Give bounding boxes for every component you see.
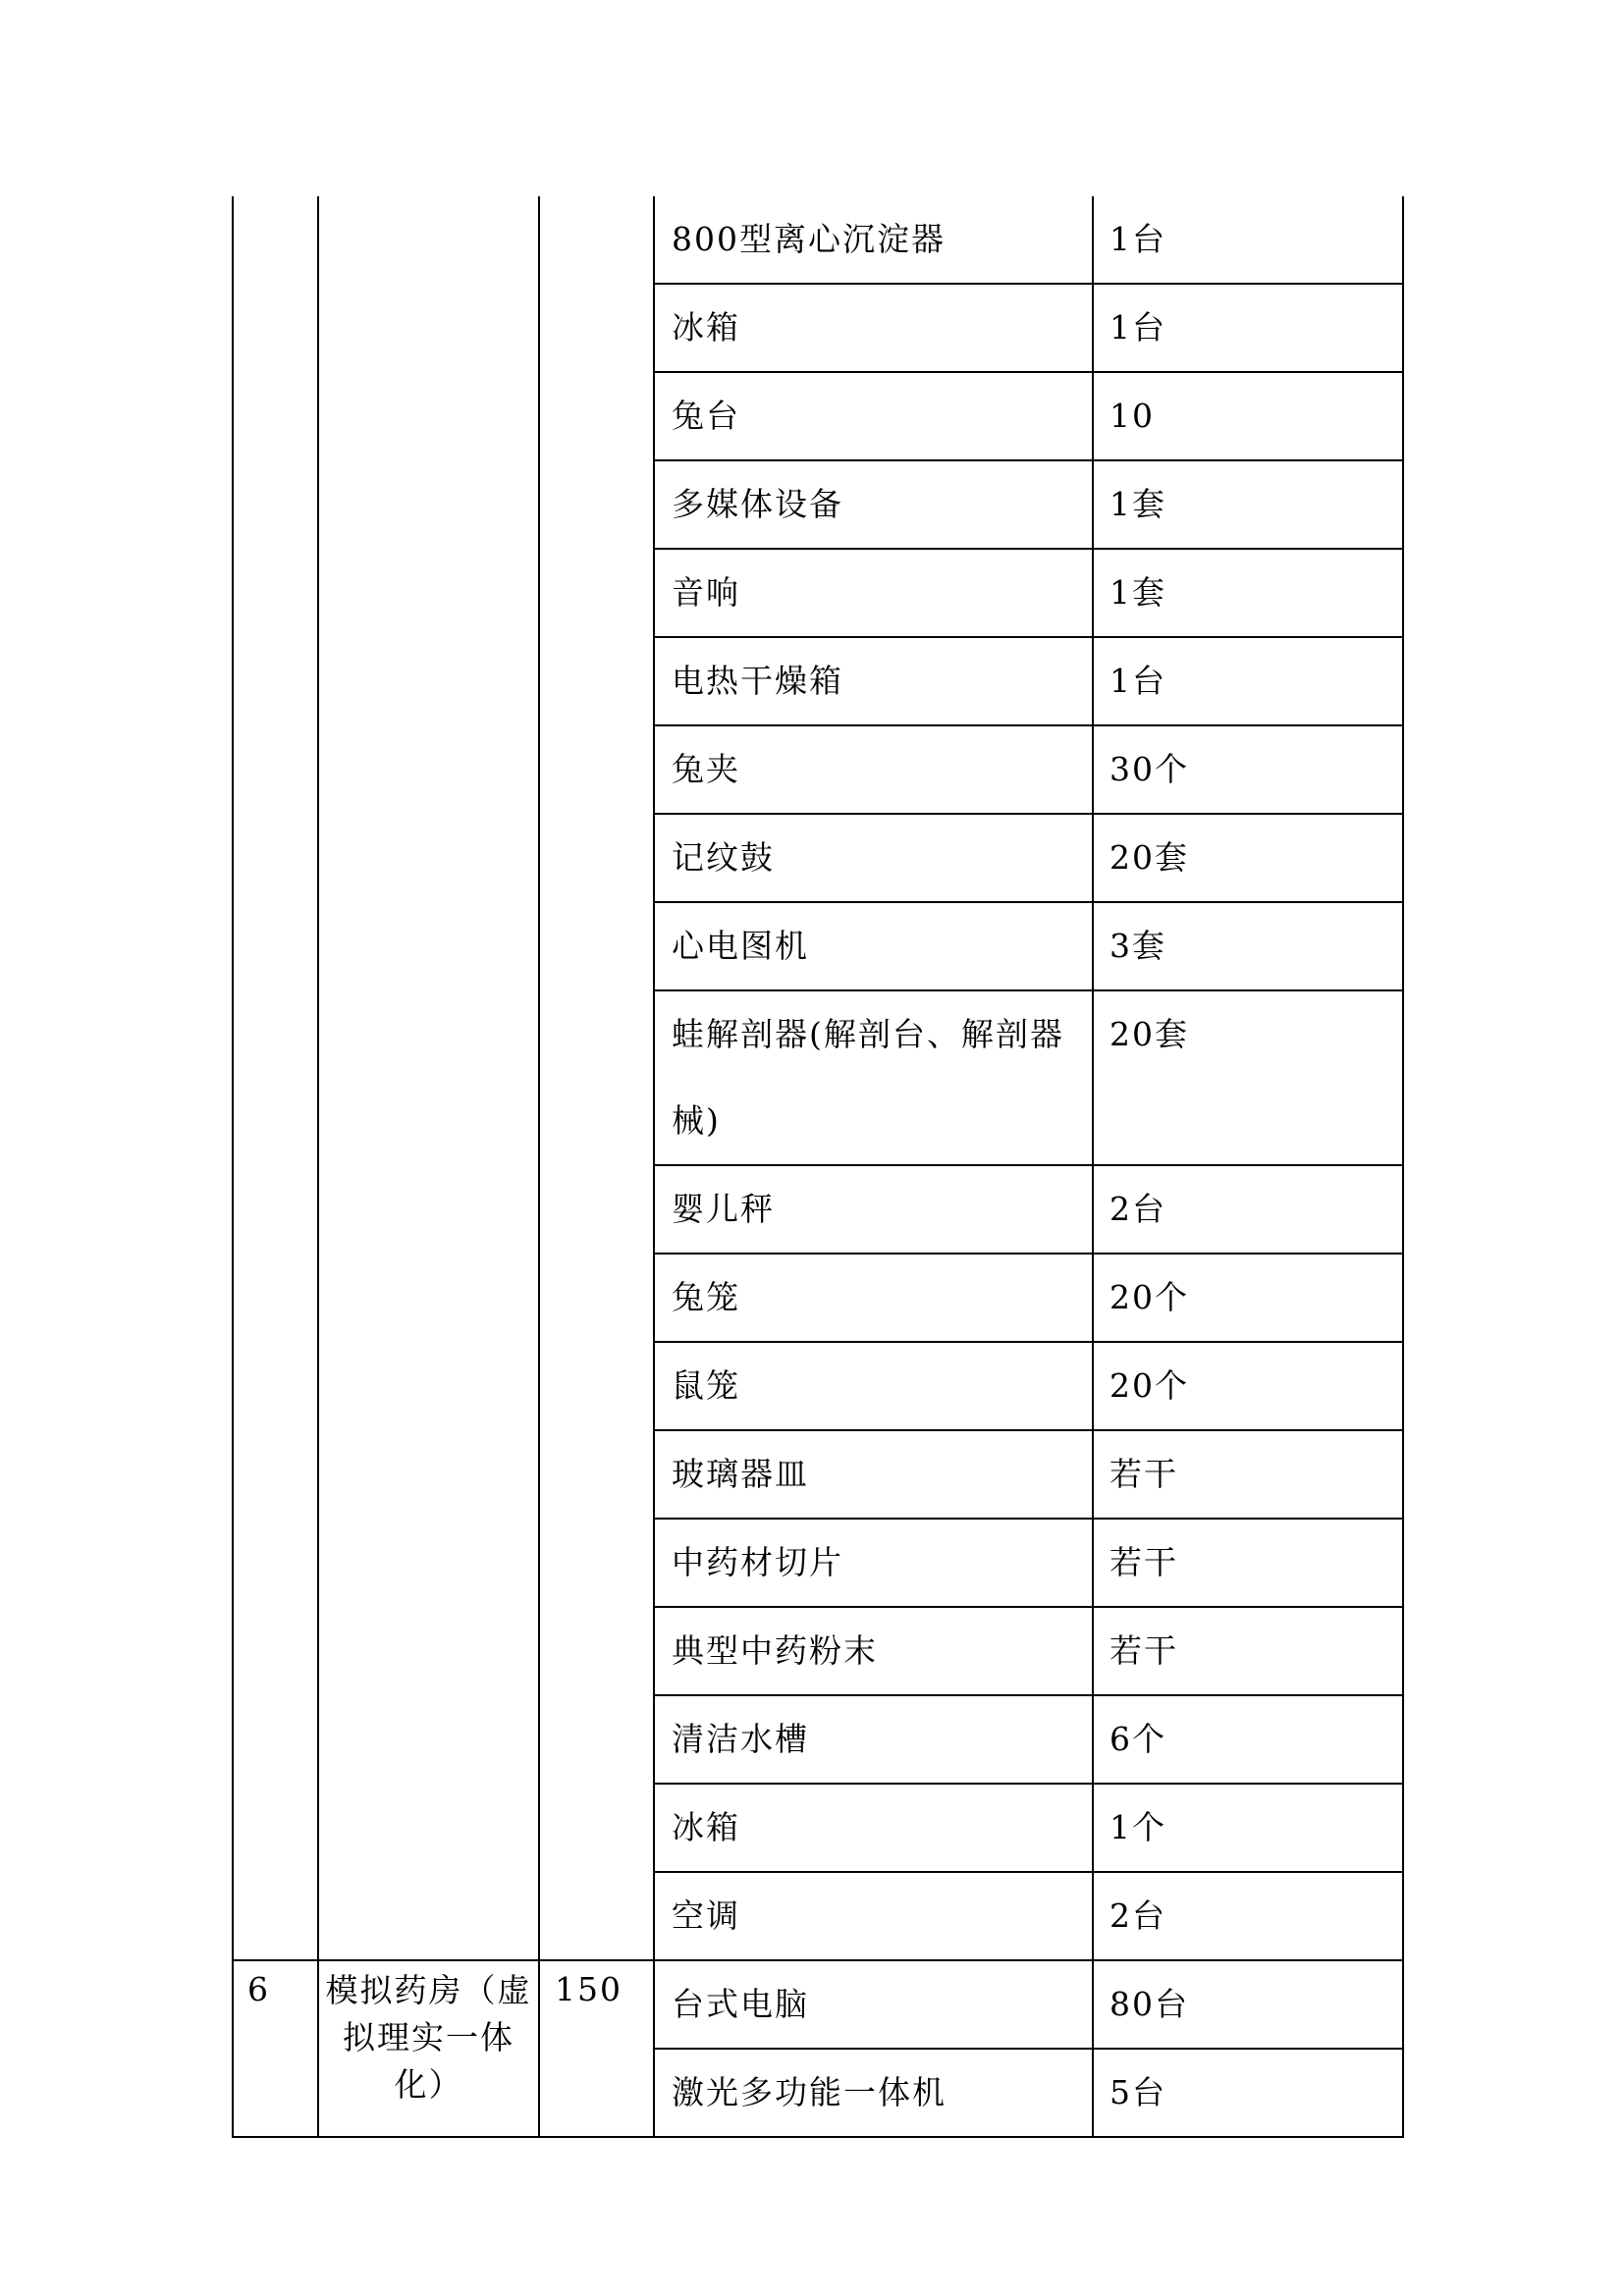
equipment-name: 800型离心沉淀器 bbox=[654, 196, 1093, 284]
equipment-qty: 30个 bbox=[1093, 725, 1403, 814]
room-area: 150 bbox=[539, 1960, 654, 2137]
equipment-name: 激光多功能一体机 bbox=[654, 2049, 1093, 2137]
equipment-name: 典型中药粉末 bbox=[654, 1607, 1093, 1695]
equipment-name: 心电图机 bbox=[654, 902, 1093, 990]
equipment-qty: 20套 bbox=[1093, 990, 1403, 1165]
equipment-qty: 80台 bbox=[1093, 1960, 1403, 2049]
table-row bbox=[233, 196, 1403, 284]
equipment-name: 空调 bbox=[654, 1872, 1093, 1960]
room-cell-continued bbox=[318, 196, 539, 1960]
equipment-qty: 1台 bbox=[1093, 637, 1403, 725]
equipment-qty: 1个 bbox=[1093, 1784, 1403, 1872]
equipment-name: 电热干燥箱 bbox=[654, 637, 1093, 725]
equipment-qty: 20套 bbox=[1093, 814, 1403, 902]
equipment-qty: 1台 bbox=[1093, 196, 1403, 284]
equipment-qty: 1台 bbox=[1093, 284, 1403, 372]
equipment-qty: 6个 bbox=[1093, 1695, 1403, 1784]
equipment-name: 冰箱 bbox=[654, 1784, 1093, 1872]
table-row bbox=[233, 1960, 1403, 2049]
equipment-qty: 1套 bbox=[1093, 549, 1403, 637]
room-name: 模拟药房（虚拟理实一体化） bbox=[318, 1960, 539, 2137]
equipment-name: 多媒体设备 bbox=[654, 460, 1093, 549]
equipment-name: 记纹鼓 bbox=[654, 814, 1093, 902]
equipment-name: 冰箱 bbox=[654, 284, 1093, 372]
equipment-qty: 若干 bbox=[1093, 1519, 1403, 1607]
area-cell-continued bbox=[539, 196, 654, 1960]
equipment-qty: 20个 bbox=[1093, 1254, 1403, 1342]
group-index: 6 bbox=[233, 1960, 318, 2137]
equipment-qty: 若干 bbox=[1093, 1430, 1403, 1519]
equipment-qty: 10 bbox=[1093, 372, 1403, 460]
equipment-qty: 2台 bbox=[1093, 1872, 1403, 1960]
equipment-name: 婴儿秤 bbox=[654, 1165, 1093, 1254]
equipment-qty: 3套 bbox=[1093, 902, 1403, 990]
equipment-name: 中药材切片 bbox=[654, 1519, 1093, 1607]
equipment-name: 蛙解剖器(解剖台、解剖器械) bbox=[654, 990, 1093, 1165]
equipment-name: 清洁水槽 bbox=[654, 1695, 1093, 1784]
equipment-qty: 1套 bbox=[1093, 460, 1403, 549]
equipment-qty: 20个 bbox=[1093, 1342, 1403, 1430]
equipment-qty: 若干 bbox=[1093, 1607, 1403, 1695]
equipment-name: 兔笼 bbox=[654, 1254, 1093, 1342]
equipment-name: 鼠笼 bbox=[654, 1342, 1093, 1430]
equipment-name: 兔夹 bbox=[654, 725, 1093, 814]
equipment-qty: 5台 bbox=[1093, 2049, 1403, 2137]
equipment-qty: 2台 bbox=[1093, 1165, 1403, 1254]
equipment-table bbox=[232, 196, 1404, 2138]
index-cell-continued bbox=[233, 196, 318, 1960]
equipment-name: 台式电脑 bbox=[654, 1960, 1093, 2049]
equipment-name: 音响 bbox=[654, 549, 1093, 637]
equipment-name: 兔台 bbox=[654, 372, 1093, 460]
equipment-name: 玻璃器皿 bbox=[654, 1430, 1093, 1519]
